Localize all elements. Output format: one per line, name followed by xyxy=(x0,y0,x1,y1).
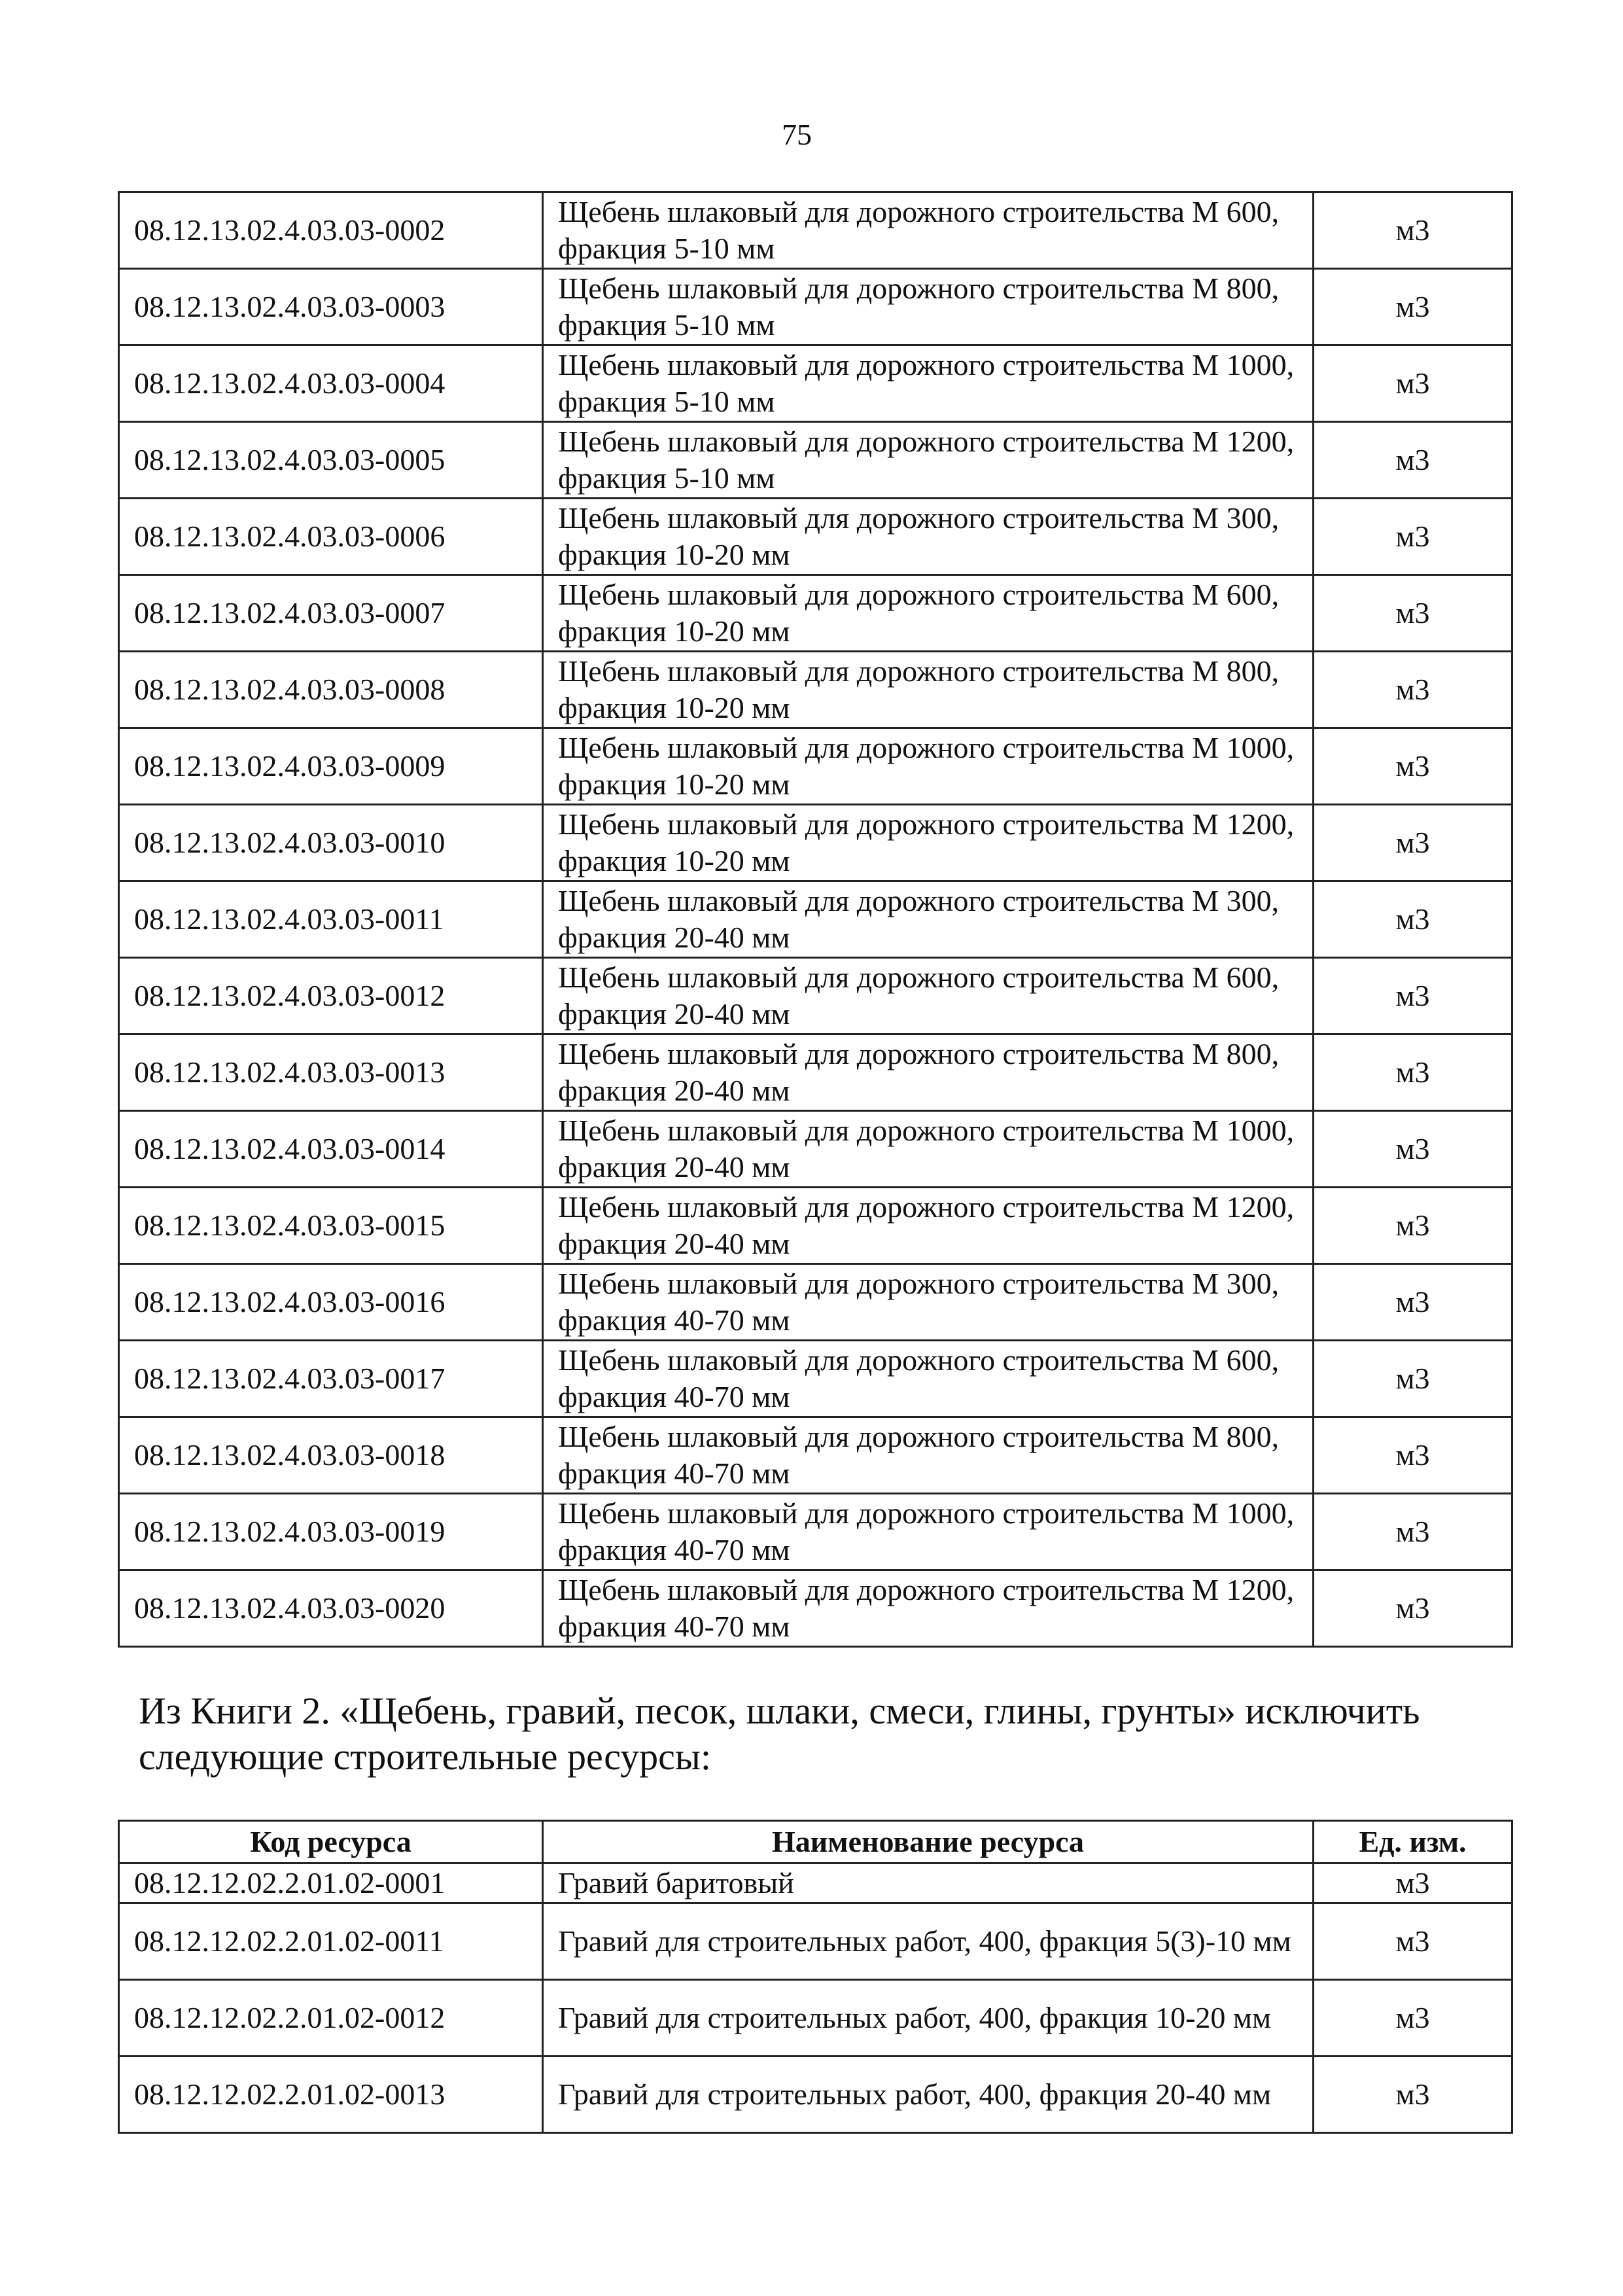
resource-unit: м3 xyxy=(1314,2057,1512,2133)
table-row xyxy=(119,1903,1512,1980)
table-row xyxy=(119,1264,1512,1341)
resource-name: Щебень шлаковый для дорожного строительства М 1200, фракция 40-70 мм xyxy=(543,1570,1314,1647)
resource-name: Щебень шлаковый для дорожного строительства М 1000, фракция 10-20 мм xyxy=(543,728,1314,805)
resource-code: 08.12.13.02.4.03.03-0012 xyxy=(119,958,543,1034)
resource-name: Гравий для строительных работ, 400, фракция 5(3)-10 мм xyxy=(543,1903,1314,1980)
resource-unit: м3 xyxy=(1314,1980,1512,2057)
table-row xyxy=(119,1111,1512,1188)
resource-name: Гравий для строительных работ, 400, фракция 20-40 мм xyxy=(543,2057,1314,2133)
resource-name: Щебень шлаковый для дорожного строительства М 1200, фракция 20-40 мм xyxy=(543,1188,1314,1264)
table-row xyxy=(119,499,1512,575)
resource-name: Щебень шлаковый для дорожного строительства М 1000, фракция 40-70 мм xyxy=(543,1494,1314,1570)
resource-name: Щебень шлаковый для дорожного строительства М 300, фракция 10-20 мм xyxy=(543,499,1314,575)
header-unit: Ед. изм. xyxy=(1314,1821,1512,1863)
table-row xyxy=(119,1034,1512,1111)
resource-unit: м3 xyxy=(1314,1863,1512,1903)
resource-name: Щебень шлаковый для дорожного строительства М 600, фракция 10-20 мм xyxy=(543,575,1314,652)
resource-name: Щебень шлаковый для дорожного строительства М 1200, фракция 10-20 мм xyxy=(543,805,1314,881)
excluded-resources-table xyxy=(118,1820,1513,2134)
resource-name: Щебень шлаковый для дорожного строительства М 1000, фракция 20-40 мм xyxy=(543,1111,1314,1188)
resource-code: 08.12.12.02.2.01.02-0001 xyxy=(119,1863,543,1903)
resource-code: 08.12.13.02.4.03.03-0002 xyxy=(119,192,543,269)
table-row xyxy=(119,269,1512,345)
resource-unit: м3 xyxy=(1314,1417,1512,1494)
table-row xyxy=(119,1980,1512,2057)
table-row xyxy=(119,728,1512,805)
resource-code: 08.12.13.02.4.03.03-0009 xyxy=(119,728,543,805)
resource-unit: м3 xyxy=(1314,881,1512,958)
resource-name: Щебень шлаковый для дорожного строительства М 600, фракция 5-10 мм xyxy=(543,192,1314,269)
resource-code: 08.12.13.02.4.03.03-0013 xyxy=(119,1034,543,1111)
table-row xyxy=(119,192,1512,269)
table-row xyxy=(119,805,1512,881)
resource-code: 08.12.12.02.2.01.02-0013 xyxy=(119,2057,543,2133)
exclusion-paragraph: Из Книги 2. «Щебень, гравий, песок, шлаки, смеси, глины, грунты» исключить следующие строительные ресурсы: xyxy=(139,1689,1420,1778)
resource-name: Гравий для строительных работ, 400, фракция 10-20 мм xyxy=(543,1980,1314,2057)
resource-code: 08.12.13.02.4.03.03-0018 xyxy=(119,1417,543,1494)
resource-code: 08.12.13.02.4.03.03-0017 xyxy=(119,1341,543,1417)
resource-unit: м3 xyxy=(1314,652,1512,728)
resource-unit: м3 xyxy=(1314,1034,1512,1111)
resource-unit: м3 xyxy=(1314,499,1512,575)
resource-name: Щебень шлаковый для дорожного строительства М 600, фракция 20-40 мм xyxy=(543,958,1314,1034)
table-row xyxy=(119,1570,1512,1647)
header-resource-code: Код ресурса xyxy=(119,1821,543,1863)
header-resource-name: Наименование ресурса xyxy=(543,1821,1314,1863)
resource-name: Щебень шлаковый для дорожного строительства М 1200, фракция 5-10 мм xyxy=(543,422,1314,499)
table-header-row xyxy=(119,1821,1512,1863)
table-row xyxy=(119,1417,1512,1494)
page-number: 75 xyxy=(782,118,812,151)
resource-unit: м3 xyxy=(1314,958,1512,1034)
resource-unit: м3 xyxy=(1314,1494,1512,1570)
resource-name: Гравий баритовый xyxy=(543,1863,1314,1903)
resource-name: Щебень шлаковый для дорожного строительства М 800, фракция 10-20 мм xyxy=(543,652,1314,728)
table-row xyxy=(119,1863,1512,1903)
resource-code: 08.12.13.02.4.03.03-0015 xyxy=(119,1188,543,1264)
resource-unit: м3 xyxy=(1314,1188,1512,1264)
table-row xyxy=(119,1188,1512,1264)
resource-unit: м3 xyxy=(1314,1903,1512,1980)
table-row xyxy=(119,345,1512,422)
resource-unit: м3 xyxy=(1314,1264,1512,1341)
table-row xyxy=(119,1494,1512,1570)
resource-unit: м3 xyxy=(1314,575,1512,652)
resource-unit: м3 xyxy=(1314,269,1512,345)
resource-code: 08.12.13.02.4.03.03-0010 xyxy=(119,805,543,881)
resource-unit: м3 xyxy=(1314,1570,1512,1647)
resource-name: Щебень шлаковый для дорожного строительства М 800, фракция 20-40 мм xyxy=(543,1034,1314,1111)
resource-code: 08.12.13.02.4.03.03-0014 xyxy=(119,1111,543,1188)
table-row xyxy=(119,2057,1512,2133)
table-row xyxy=(119,422,1512,499)
resource-code: 08.12.13.02.4.03.03-0011 xyxy=(119,881,543,958)
resource-code: 08.12.13.02.4.03.03-0007 xyxy=(119,575,543,652)
table-row xyxy=(119,958,1512,1034)
resource-name: Щебень шлаковый для дорожного строительства М 800, фракция 40-70 мм xyxy=(543,1417,1314,1494)
resource-code: 08.12.12.02.2.01.02-0012 xyxy=(119,1980,543,2057)
table-row xyxy=(119,652,1512,728)
resource-unit: м3 xyxy=(1314,728,1512,805)
resource-name: Щебень шлаковый для дорожного строительства М 300, фракция 40-70 мм xyxy=(543,1264,1314,1341)
resource-unit: м3 xyxy=(1314,422,1512,499)
table-row xyxy=(119,881,1512,958)
resource-code: 08.12.13.02.4.03.03-0016 xyxy=(119,1264,543,1341)
resource-code: 08.12.13.02.4.03.03-0020 xyxy=(119,1570,543,1647)
resource-code: 08.12.13.02.4.03.03-0019 xyxy=(119,1494,543,1570)
resource-unit: м3 xyxy=(1314,192,1512,269)
resource-table-continued xyxy=(118,191,1513,1648)
resource-unit: м3 xyxy=(1314,1111,1512,1188)
resource-code: 08.12.12.02.2.01.02-0011 xyxy=(119,1903,543,1980)
table-row xyxy=(119,575,1512,652)
resource-code: 08.12.13.02.4.03.03-0004 xyxy=(119,345,543,422)
resource-unit: м3 xyxy=(1314,345,1512,422)
resource-code: 08.12.13.02.4.03.03-0008 xyxy=(119,652,543,728)
table-row xyxy=(119,1341,1512,1417)
resource-code: 08.12.13.02.4.03.03-0003 xyxy=(119,269,543,345)
resource-unit: м3 xyxy=(1314,1341,1512,1417)
resource-unit: м3 xyxy=(1314,805,1512,881)
resource-name: Щебень шлаковый для дорожного строительства М 600, фракция 40-70 мм xyxy=(543,1341,1314,1417)
resource-name: Щебень шлаковый для дорожного строительства М 300, фракция 20-40 мм xyxy=(543,881,1314,958)
resource-code: 08.12.13.02.4.03.03-0005 xyxy=(119,422,543,499)
resource-name: Щебень шлаковый для дорожного строительства М 1000, фракция 5-10 мм xyxy=(543,345,1314,422)
resource-name: Щебень шлаковый для дорожного строительства М 800, фракция 5-10 мм xyxy=(543,269,1314,345)
resource-code: 08.12.13.02.4.03.03-0006 xyxy=(119,499,543,575)
